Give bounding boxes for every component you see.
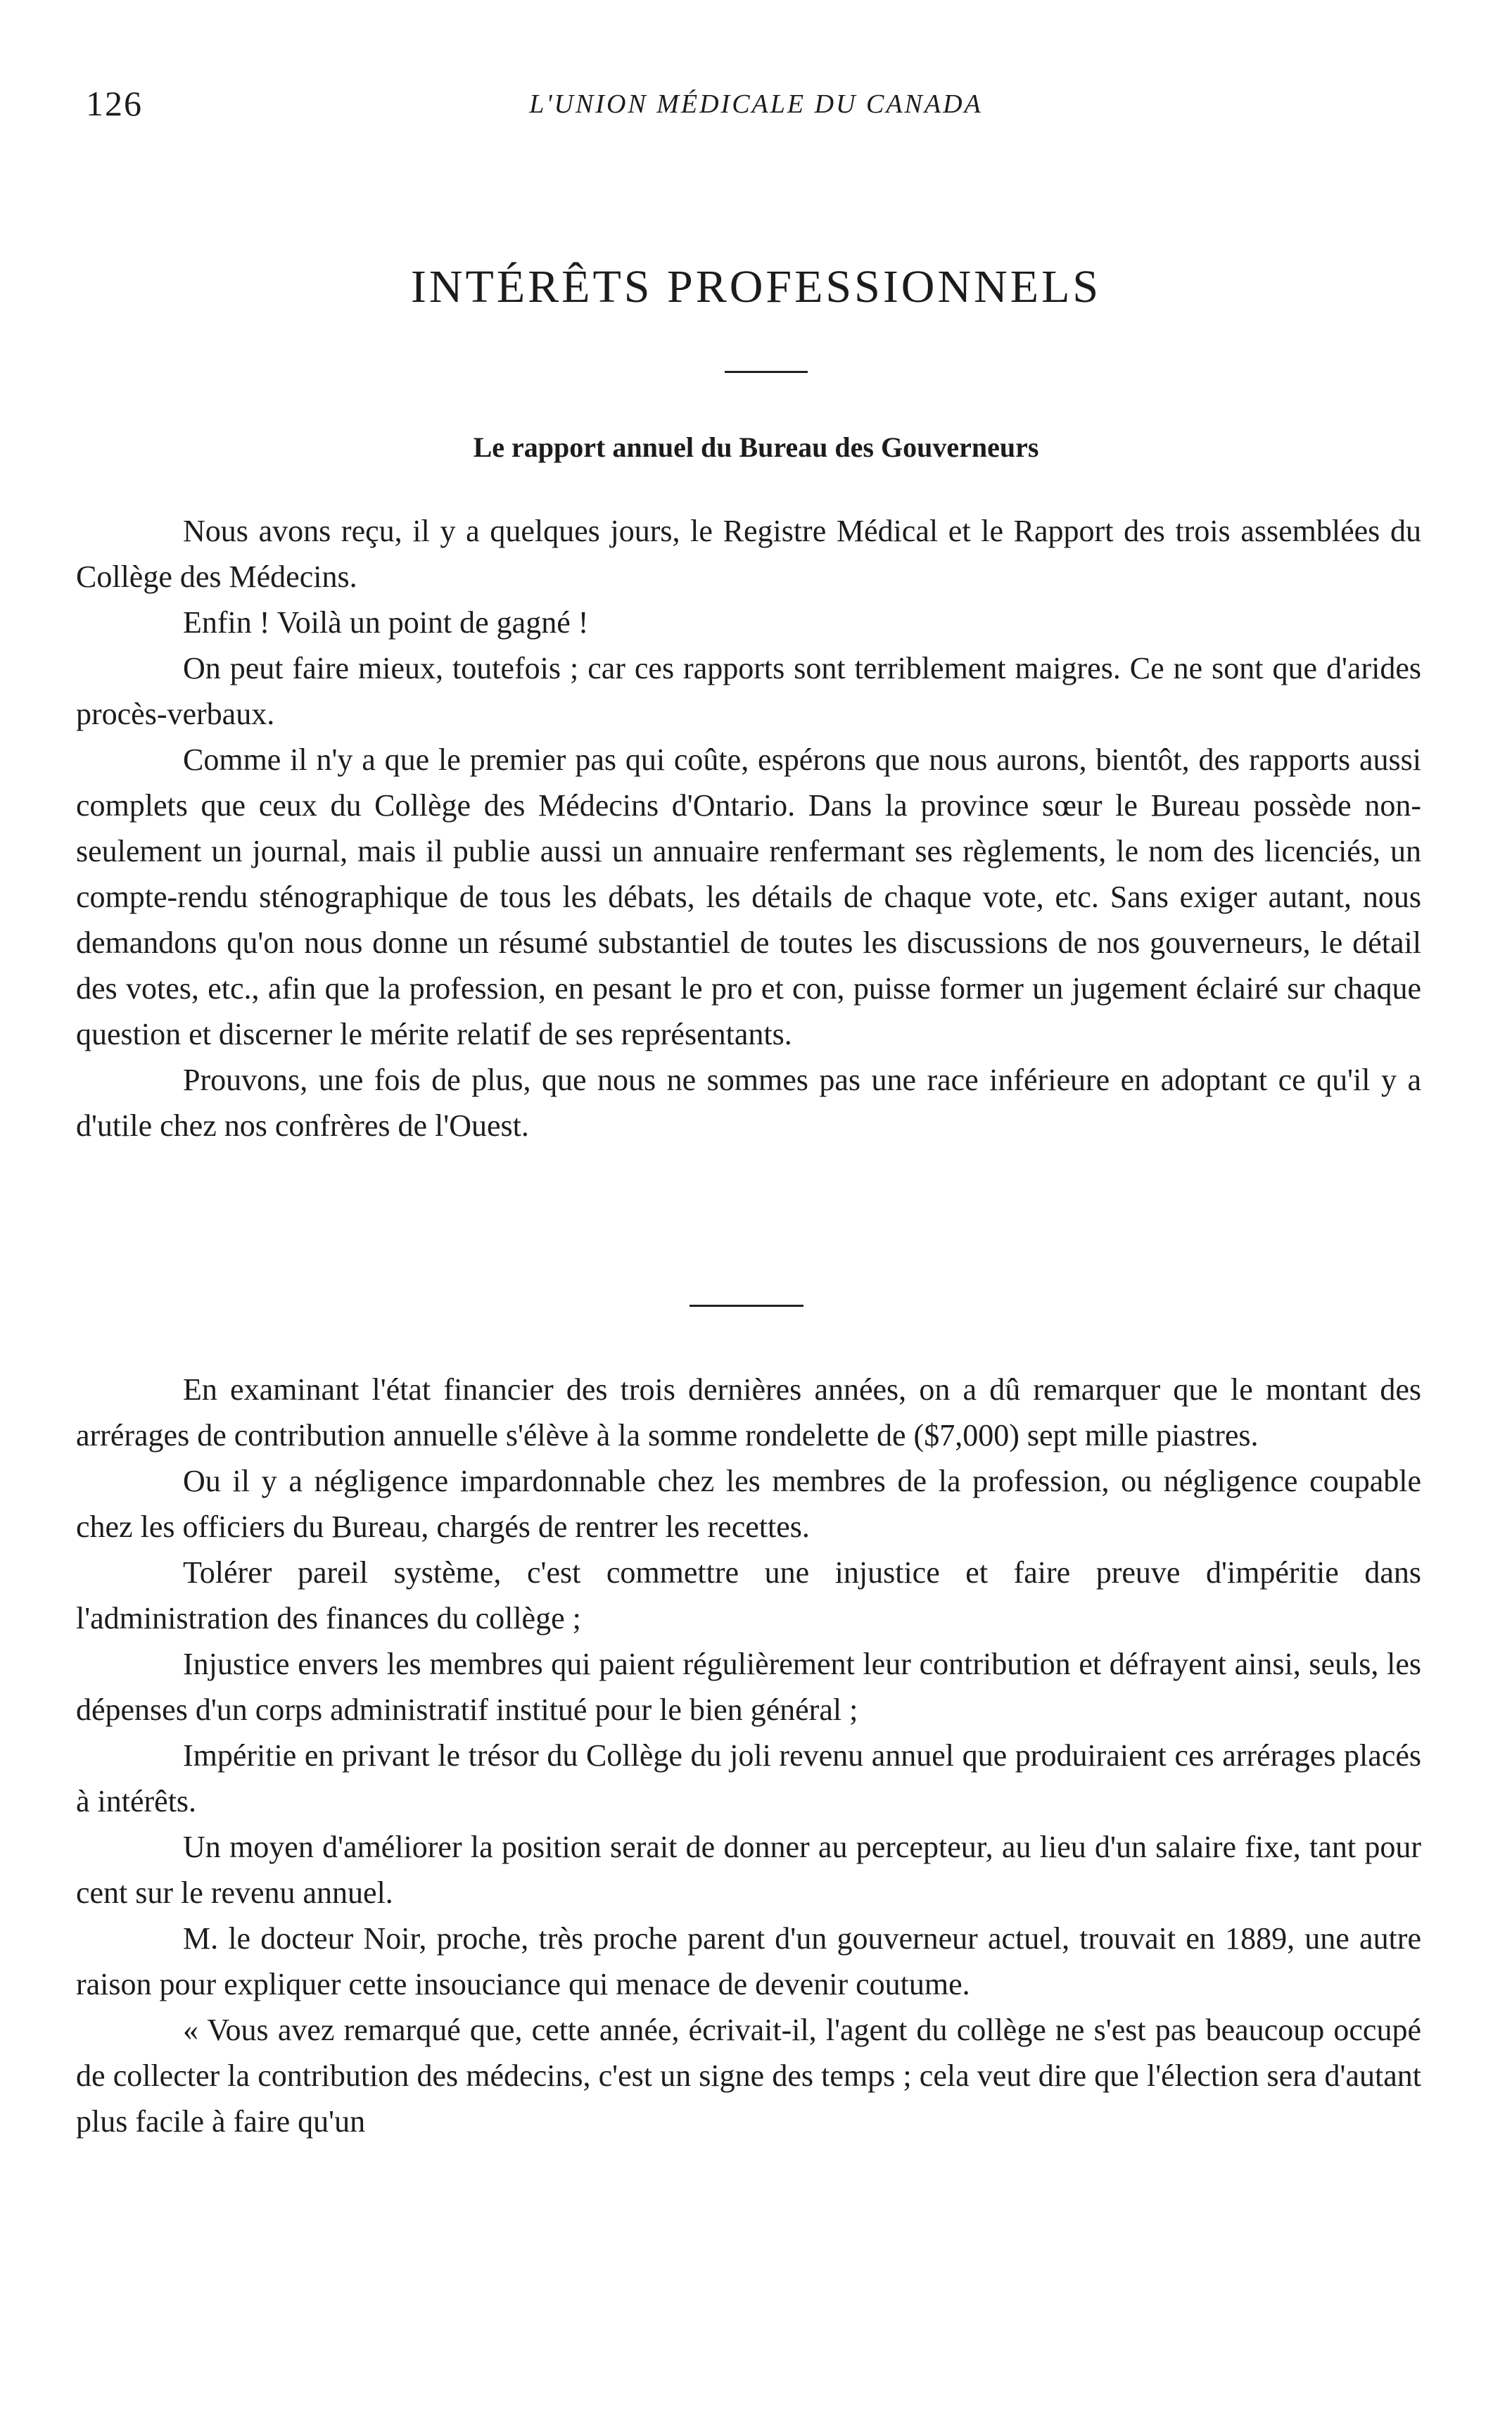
paragraph: Enfin ! Voilà un point de gagné !: [183, 605, 589, 640]
paragraph: « Vous avez remarqué que, cette année, écrivait-il, l'agent du collège ne s'est pas beaucoup occupé de collecter la contribution des médecins, c'est un signe des temps ; cela veut dire que l'élection sera d'autant plus facile à faire qu'un: [76, 2013, 1421, 2139]
paragraph: Nous avons reçu, il y a quelques jours, le Registre Médical et le Rapport des trois assemblées du Collège des Médecins.: [76, 514, 1421, 594]
paragraph: Injustice envers les membres qui paient régulièrement leur contribution et défrayent ainsi, seuls, les dépenses d'un corps administratif institué pour le bien général ;: [76, 1647, 1421, 1727]
page-number: 126: [86, 84, 143, 123]
article-body-part-2: [76, 1367, 1421, 2144]
paragraph: M. le docteur Noir, proche, très proche parent d'un gouverneur actuel, trouvait en 1889, une autre raison pour expliquer cette insouciance qui menace de devenir coutume.: [76, 1921, 1421, 2001]
section-title: INTÉRÊTS PROFESSIONNELS: [410, 261, 1102, 312]
section-separator-rule: [690, 1305, 803, 1307]
paragraph: Ou il y a négligence impardonnable chez les membres de la profession, ou négligence coupable chez les officiers du Bureau, chargés de rentrer les recettes.: [76, 1464, 1421, 1544]
article-subtitle: Le rapport annuel du Bureau des Gouverneurs: [473, 431, 1039, 463]
paragraph: On peut faire mieux, toutefois ; car ces rapports sont terriblement maigres. Ce ne sont que d'arides procès-verbaux.: [76, 651, 1421, 731]
paragraph: Impéritie en privant le trésor du Collège du joli revenu annuel que produiraient ces arrérages placés à intérêts.: [76, 1738, 1421, 1818]
paragraph: Tolérer pareil système, c'est commettre une injustice et faire preuve d'impéritie dans l'administration des finances du collège ;: [76, 1555, 1421, 1635]
title-rule: [725, 371, 808, 373]
paragraph: Prouvons, une fois de plus, que nous ne sommes pas une race inférieure en adoptant ce qu'il y a d'utile chez nos confrères de l'Ouest.: [76, 1063, 1421, 1143]
paragraph: Comme il n'y a que le premier pas qui coûte, espérons que nous aurons, bientôt, des rapports aussi complets que ceux du Collège des Médecins d'Ontario. Dans la province sœur le Bureau possède non-seulement un journal, mais il publie aussi un annuaire renfermant ses règlements, le nom des licenciés, un compte-rendu sténographique de tous les débats, les détails de chaque vote, etc. Sans exiger autant, nous demandons qu'on nous donne un résumé substantiel de toutes les discussions de nos gouverneurs, le détail des votes, etc., afin que la profession, en pesant le pro et con, puisse former un jugement éclairé sur chaque question et discerner le mérite relatif de ses représentants.: [76, 742, 1421, 1051]
running-head: [79, 83, 1433, 132]
article-body-part-1: [76, 508, 1421, 1148]
paragraph: Un moyen d'améliorer la position serait de donner au percepteur, au lieu d'un salaire fixe, tant pour cent sur le revenu annuel.: [76, 1830, 1421, 1910]
journal-title: L'UNION MÉDICALE DU CANADA: [529, 89, 983, 119]
paragraph: En examinant l'état financier des trois dernières années, on a dû remarquer que le montant des arrérages de contribution annuelle s'élève à la somme rondelette de ($7,000) sept mille piastres.: [76, 1372, 1421, 1453]
